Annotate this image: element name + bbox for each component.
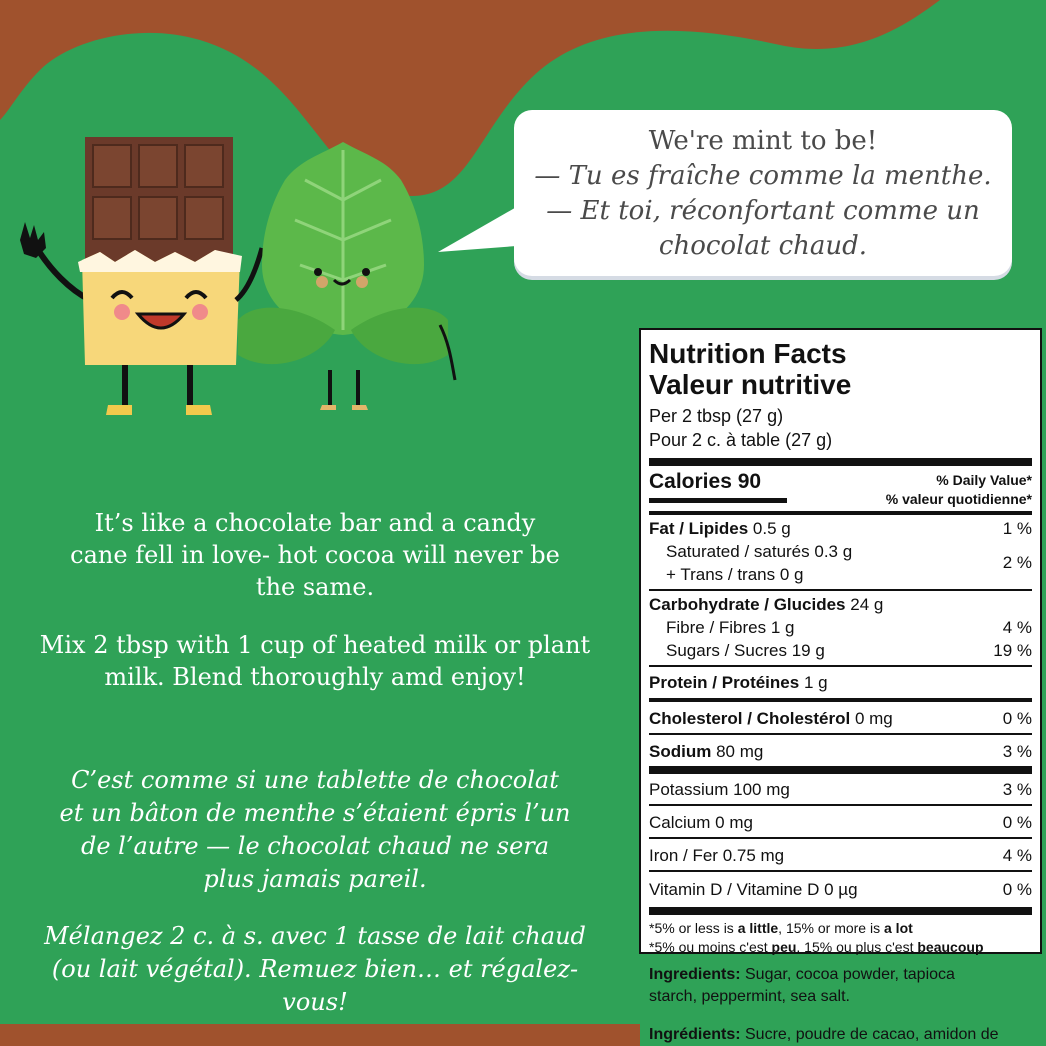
ingredients-fr-text: Sucre, poudre de cacao, amidon de — [740, 1026, 999, 1043]
fibre-row — [649, 616, 1032, 639]
sugar-amount: 19 g — [791, 641, 825, 660]
description-fr-paragraph-2 — [20, 920, 610, 1019]
footnote — [649, 919, 1032, 957]
description-en-paragraph-2 — [20, 629, 610, 693]
description-fr-line: et un bâton de menthe s’étaient épris l’un — [59, 799, 571, 827]
footnote-fr-bold: beaucoup — [917, 939, 984, 955]
description-en-line: milk. Blend thoroughly amd enjoy! — [104, 663, 526, 691]
calcium-dv: 0 % — [1002, 813, 1032, 832]
vitamin-d-amount: 0 µg — [824, 880, 858, 899]
sat-trans-row — [649, 540, 1032, 586]
ingredients-en-text: Sugar, cocoa powder, tapioca — [740, 966, 955, 983]
cholesterol-dv: 0 % — [1002, 709, 1032, 728]
calcium-row — [649, 811, 1032, 834]
fibre-dv: 4 % — [1002, 618, 1032, 637]
ingredients-en — [649, 964, 1039, 1008]
carb-amount: 24 g — [850, 595, 884, 614]
chocolate-band-bottom — [0, 1024, 640, 1046]
potassium-amount: 100 mg — [733, 780, 790, 799]
calories-value: 90 — [737, 470, 762, 493]
iron-amount: 0.75 mg — [722, 846, 785, 865]
potassium-dv: 3 % — [1002, 780, 1032, 799]
description-fr-line: (ou lait végétal). Remuez bien… et régalez-vous! — [51, 955, 579, 1016]
description-en-line: the same. — [255, 573, 375, 601]
sodium-row — [649, 740, 1032, 763]
vitamin-d-dv: 0 % — [1002, 880, 1032, 899]
fat-label: Fat / Lipides — [649, 519, 749, 538]
fat-amount: 0.5 g — [752, 519, 791, 538]
description-en-paragraph-1 — [20, 507, 610, 603]
protein-label: Protein / Protéines — [649, 673, 800, 692]
chocolate-bar-character — [20, 137, 262, 415]
calcium-label: Calcium — [649, 813, 711, 832]
divider — [649, 589, 1032, 591]
sodium-amount: 80 mg — [716, 742, 764, 761]
nutrition-title-fr: Valeur nutritive — [649, 369, 852, 400]
divider-thick — [649, 907, 1032, 915]
carb-row — [649, 593, 1032, 616]
cholesterol-label: Cholesterol / Cholestérol — [649, 709, 851, 728]
fat-dv: 1 % — [1002, 519, 1032, 538]
calcium-amount: 0 mg — [715, 813, 753, 832]
sat-label: Saturated / saturés — [666, 542, 810, 561]
description-fr-line: plus jamais pareil. — [203, 865, 427, 893]
carb-label: Carbohydrate / Glucides — [649, 595, 846, 614]
divider — [649, 665, 1032, 667]
divider-thick — [649, 458, 1032, 466]
calories-underline — [649, 498, 787, 503]
sodium-label: Sodium — [649, 742, 712, 761]
footnote-fr-text: , 15% ou plus c'est — [796, 939, 918, 955]
potassium-row — [649, 778, 1032, 801]
sat-amount: 0.3 g — [814, 542, 853, 561]
footnote-fr-text: *5% ou moins c'est — [649, 939, 772, 955]
speech-bubble-text — [514, 124, 1012, 264]
footnote-en-bold: a lot — [884, 920, 913, 936]
sugar-label: Sugars / Sucres — [666, 641, 787, 660]
sat-trans-dv: 2 % — [1002, 553, 1032, 572]
divider — [649, 698, 1032, 702]
nutrition-title-en: Nutrition Facts — [649, 338, 847, 369]
bubble-line-3: — Et toi, réconfortant comme un — [546, 196, 980, 226]
protein-row — [649, 671, 1032, 694]
footnote-fr-bold: peu — [771, 939, 797, 955]
description-en-line: It’s like a chocolate bar and a candy — [94, 509, 536, 537]
sodium-dv: 3 % — [1002, 742, 1032, 761]
description-fr-line: C’est comme si une tablette de chocolat — [71, 766, 559, 794]
sugar-dv: 19 % — [993, 641, 1032, 660]
description-en-line: cane fell in love- hot cocoa will never be — [70, 541, 560, 569]
daily-value-en: % Daily Value* — [936, 472, 1032, 488]
iron-dv: 4 % — [1002, 846, 1032, 865]
divider — [649, 870, 1032, 872]
cholesterol-amount: 0 mg — [854, 709, 893, 728]
ingredients-en-text-2: starch, peppermint, sea salt. — [649, 988, 850, 1005]
iron-row — [649, 844, 1032, 867]
daily-value-fr: % valeur quotidienne* — [885, 491, 1032, 507]
description-en-line: Mix 2 tbsp with 1 cup of heated milk or plant — [39, 631, 591, 659]
ingredients-fr — [649, 1024, 1039, 1046]
trans-label: + Trans / trans — [666, 565, 776, 584]
footnote-en-text: , 15% or more is — [778, 920, 884, 936]
ingredients-en-label: Ingredients: — [649, 966, 741, 983]
vitamin-d-label: Vitamin D / Vitamine D — [649, 880, 820, 899]
divider — [649, 733, 1032, 735]
fibre-label: Fibre / Fibres — [666, 618, 767, 637]
sugar-row — [649, 639, 1032, 662]
fat-row — [649, 517, 1032, 540]
iron-label: Iron / Fer — [649, 846, 718, 865]
bubble-line-2: — Tu es fraîche comme la menthe. — [534, 161, 992, 191]
serving-size-en: Per 2 tbsp (27 g) — [649, 406, 784, 426]
description-fr-line: Mélangez 2 c. à s. avec 1 tasse de lait chaud — [44, 922, 586, 950]
calories-row — [649, 468, 1032, 509]
description-fr-line: de l’autre — le chocolat chaud ne sera — [80, 832, 550, 860]
serving-size-fr: Pour 2 c. à table (27 g) — [649, 430, 833, 450]
vitamin-d-row — [649, 878, 1032, 901]
divider — [649, 837, 1032, 839]
footnote-en-bold: a little — [737, 920, 779, 936]
bubble-line-1: We're mint to be! — [648, 126, 878, 156]
bubble-line-4: chocolat chaud. — [658, 231, 868, 261]
calories-label: Calories — [649, 470, 732, 493]
ingredients-fr-label: Ingrédients: — [649, 1026, 741, 1043]
divider-thick — [649, 766, 1032, 774]
protein-amount: 1 g — [803, 673, 828, 692]
description-fr-paragraph-1 — [20, 764, 610, 896]
potassium-label: Potassium — [649, 780, 729, 799]
divider — [649, 804, 1032, 806]
divider — [649, 511, 1032, 515]
fibre-amount: 1 g — [770, 618, 795, 637]
nutrition-facts-table — [639, 328, 1042, 954]
cholesterol-row — [649, 707, 1032, 730]
trans-amount: 0 g — [779, 565, 804, 584]
footnote-en-text: *5% or less is — [649, 920, 738, 936]
